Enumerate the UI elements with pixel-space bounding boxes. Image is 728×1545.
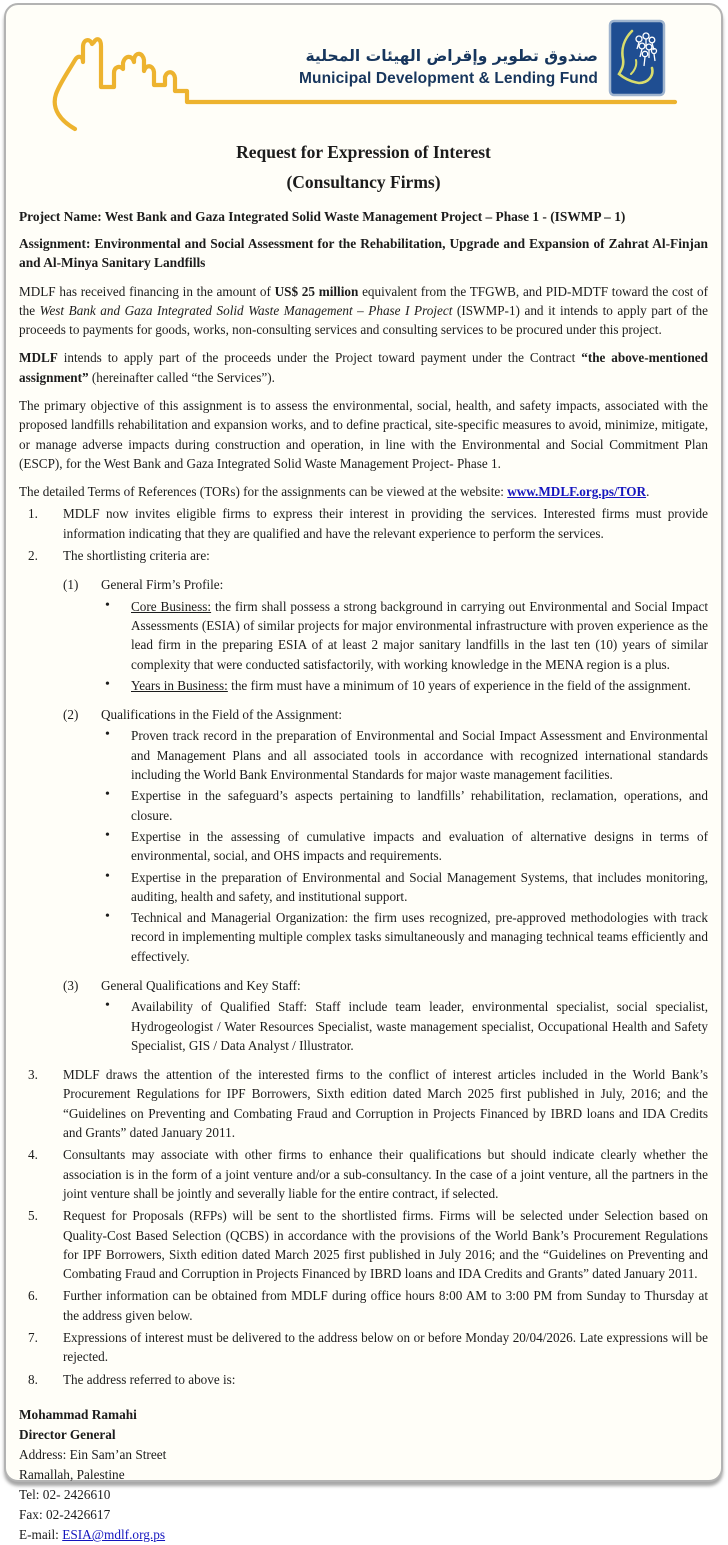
document-title: Request for Expression of Interest	[236, 142, 491, 162]
bullet-icon: •	[105, 998, 110, 1014]
header-band	[19, 19, 708, 125]
bullet-icon: •	[105, 909, 110, 925]
bullet-text	[131, 908, 708, 966]
text-segment: MDLF now invites eligible firms to express their interest in providing the services. Interested firms must provide information indicating that they are qualified and have the relevant experience to perform the services.	[63, 506, 708, 541]
text-segment: West Bank and Gaza Integrated Solid Waste Management – Phase I Project	[39, 302, 453, 318]
text-segment: Expressions of interest must be delivered to the address below on or before Monday 20/04/2026. Late expressions will be rejected.	[63, 1330, 708, 1365]
criteria-number: (2)	[63, 707, 79, 723]
item-number: 4.	[28, 1147, 38, 1163]
bullet-text	[131, 997, 708, 1055]
criteria-group	[63, 575, 708, 695]
org-name-english: Municipal Development & Lending Fund	[299, 70, 598, 87]
text-segment: MDLF	[19, 350, 58, 366]
text-segment: Expertise in the preparation of Environmental and Social Management Systems, that includes monitoring, auditing, health and safety, and institutional support.	[131, 869, 708, 904]
contact-name: Mohammad Ramahi	[19, 1406, 137, 1422]
item-text	[63, 546, 708, 565]
text-segment: Availability of Qualified Staff: Staff include team leader, environmental specialist, social specialist, Hydrogeologist / Water Resources Specialist, waste management specialist, Occupational Health and Safety Specialist, GIS / Data Analyst / Illustrator.	[131, 999, 708, 1053]
text-segment: the firm must have a minimum of 10 years of experience in the field of the assignment.	[227, 677, 691, 693]
document-page	[4, 3, 723, 1542]
numbered-item	[19, 1145, 708, 1203]
numbered-item	[19, 504, 708, 543]
text-segment: (hereinafter called “the Services”).	[88, 369, 275, 385]
bullet-item	[105, 726, 708, 784]
item-number: 7.	[28, 1330, 38, 1346]
contact-tel: Tel: 02- 2426610	[19, 1486, 111, 1502]
numbered-item	[19, 1328, 708, 1367]
text-segment: Request for Proposals (RFPs) will be sent to the shortlisted firms. Firms will be selected under Selection based on Quality-Cost Based Selection (QCBS) in accordance with the provisions of the World Bank’s Procurement Regulations for IPF Borrowers, Sixth edition dated March 2025 first published in July 2016; and the “Guidelines on Preventing and Combating Fraud and Corruption in Projects Financed by IBRD loans and IDA Credits and Grants” dated January 2011.	[63, 1208, 708, 1282]
bullet-text	[131, 597, 708, 674]
contact-address-city: Ramallah, Palestine	[19, 1466, 125, 1482]
item-text	[63, 1065, 708, 1142]
criteria-heading-row	[63, 976, 708, 995]
item-number: 2.	[28, 548, 38, 564]
objective-paragraph	[19, 396, 708, 473]
item-number: 1.	[28, 506, 38, 522]
criteria-heading-row	[63, 575, 708, 594]
bullet-text	[131, 786, 708, 825]
tor-paragraph	[19, 482, 708, 501]
title-block	[19, 137, 708, 197]
body-list	[19, 504, 708, 1388]
item-text	[63, 504, 708, 543]
numbered-item	[19, 1370, 708, 1389]
text-segment: The detailed Terms of References (TORs) for the assignments can be viewed at the website:	[19, 484, 508, 500]
text-segment: MDLF has received financing in the amount of	[19, 283, 275, 299]
criteria-heading: General Qualifications and Key Staff:	[101, 978, 301, 993]
text-segment: Consultants may associate with other firms to enhance their qualifications but should indicate clearly whether the association is in the form of a joint venture and/or a sub-consultancy. In the case of a joint venture, all the partners in the joint venture shall be jointly and severally liable for the entire contract, if selected.	[63, 1147, 708, 1201]
contact-title: Director General	[19, 1426, 116, 1442]
criteria-number: (1)	[63, 577, 79, 593]
text-segment: Assignment: Environmental and Social Assessment for the Rehabilitation, Upgrade and Expansion of Zahrat Al-Finjan and Al-Minya Sanitary Landfills	[19, 235, 708, 270]
text-segment: Technical and Managerial Organization: the firm uses recognized, pre-approved methodologies with track record in implementing multiple complex tasks simultaneously and managing technical teams efficiently and effectively.	[131, 910, 708, 964]
item-number: 6.	[28, 1288, 38, 1304]
email-link[interactable]: ESIA@mdlf.org.ps	[62, 1526, 166, 1542]
contact-fax: Fax: 02-2426617	[19, 1506, 111, 1522]
item-text	[63, 1145, 708, 1203]
bullet-icon: •	[105, 827, 110, 843]
bullet-text	[131, 726, 708, 784]
criteria-group	[63, 705, 708, 966]
bullet-item	[105, 786, 708, 825]
criteria-heading: Qualifications in the Field of the Assignment:	[101, 707, 343, 723]
bullet-item	[105, 597, 708, 674]
text-segment: Further information can be obtained from MDLF during office hours 8:00 AM to 3:00 PM from Sunday to Thursday at the address given below.	[63, 1288, 708, 1323]
org-name-arabic: صندوق تطوير وإقراض الهيئات المحلية	[305, 47, 598, 65]
numbered-item	[19, 1286, 708, 1325]
text-segment: MDLF draws the attention of the interested firms to the conflict of interest articles included in the World Bank’s Procurement Regulations for IPF Borrowers, Sixth edition dated March 2025 first published in July, 2016; and the “Guidelines on Preventing and Combating Fraud and Corruption in Projects Financed by IBRD loans and IDA Credits and Grants” dated January 2011.	[63, 1067, 708, 1141]
criteria-number: (3)	[63, 978, 79, 993]
numbered-item	[19, 546, 708, 565]
item-text	[63, 1370, 708, 1389]
bullet-icon: •	[105, 676, 110, 692]
bullet-icon: •	[105, 868, 110, 884]
numbered-item	[19, 1065, 708, 1142]
contract-paragraph	[19, 348, 708, 387]
text-segment: equivalent from the TFGWB, and PID-MDTF toward the cost of the	[19, 283, 708, 318]
bullet-text	[131, 827, 708, 866]
bullet-icon: •	[105, 787, 110, 803]
text-segment: E-mail:	[19, 1526, 63, 1542]
contact-address-street: Address: Ein Sam’an Street	[19, 1446, 167, 1462]
text-segment: Core Business:	[131, 598, 212, 614]
contact-block	[19, 1405, 708, 1545]
item-number: 8.	[28, 1371, 38, 1387]
contact-email-line	[19, 1525, 708, 1545]
org-names	[299, 47, 598, 88]
text-segment: US$ 25 million	[274, 283, 359, 299]
text-segment: (ISWMP-1) and it intends to apply part of the proceeds to payments for goods, works, non-consulting services and consulting services to be procured under this project.	[19, 302, 708, 338]
item-number: 5.	[28, 1208, 38, 1224]
assignment-line	[19, 234, 708, 273]
text-segment: The address referred to above is:	[63, 1371, 236, 1387]
bullet-text	[131, 676, 708, 695]
document-subtitle: (Consultancy Firms)	[286, 172, 441, 192]
bullet-item	[105, 676, 708, 695]
bullet-item	[105, 868, 708, 907]
bullet-icon: •	[105, 727, 110, 743]
mdlf-emblem-icon	[608, 19, 666, 97]
criteria-heading-row	[63, 705, 708, 724]
text-segment: the firm shall possess a strong background in carrying out Environmental and Social Impact Assessments (ESIA) of similar projects for major environmental infrastructure with proven experience as the lead firm in the preparing ESIA of at least 2 major sanitary landfills in the last ten (10) years of similar complexity that were conducted satisfactorily, with working knowledge in the MENA region is a plus.	[131, 598, 708, 672]
text-segment: Expertise in the safeguard’s aspects pertaining to landfills’ rehabilitation, reclamation, operations, and closure.	[131, 788, 708, 823]
text-segment: .	[646, 484, 650, 500]
text-segment: The shortlisting criteria are:	[63, 548, 210, 564]
text-segment: “the above-mentioned assignment”	[19, 350, 708, 385]
criteria-group	[63, 976, 708, 1055]
bullet-item	[105, 827, 708, 866]
criteria-heading: General Firm’s Profile:	[101, 577, 224, 593]
text-segment: Years in Business:	[131, 677, 228, 693]
item-text	[63, 1328, 708, 1367]
project-name-line	[19, 207, 708, 227]
bullet-item	[105, 908, 708, 966]
bullet-icon: •	[105, 597, 110, 613]
numbered-item	[19, 1206, 708, 1283]
financing-paragraph	[19, 282, 708, 340]
text-segment: Project Name: West Bank and Gaza Integrated Solid Waste Management Project – Phase 1 - (ISWMP – 1)	[19, 209, 626, 224]
item-text	[63, 1286, 708, 1325]
text-segment: intends to apply part of the proceeds under the Project toward payment under the Contract	[57, 350, 582, 366]
text-segment: Expertise in the assessing of cumulative impacts and evaluation of alternative designs in terms of environmental, social, and OHS impacts and requirements.	[131, 828, 708, 864]
bullet-item	[105, 997, 708, 1055]
text-segment: Proven track record in the preparation of Environmental and Social Impact Assessment and Environmental and Management Plans and all associated tools in accordance with recognized international standards including the World Bank Environmental Standards for major waste management facilities.	[131, 728, 708, 783]
bullet-text	[131, 868, 708, 907]
tor-link[interactable]: www.MDLF.org.ps/TOR	[507, 484, 647, 500]
item-text	[63, 1206, 708, 1283]
item-number: 3.	[28, 1067, 38, 1083]
text-segment: The primary objective of this assignment is to assess the environmental, social, health, and safety impacts, associated with the proposed landfills rehabilitation and expansion works, and to define practical, site-specific measures to avoid, minimize, mitigate, or manage adverse impacts during construction and operation, in line with the Environmental and Social Commitment Plan (ESCP), for the West Bank and Gaza Integrated Solid Waste Management Project- Phase 1.	[19, 397, 708, 471]
